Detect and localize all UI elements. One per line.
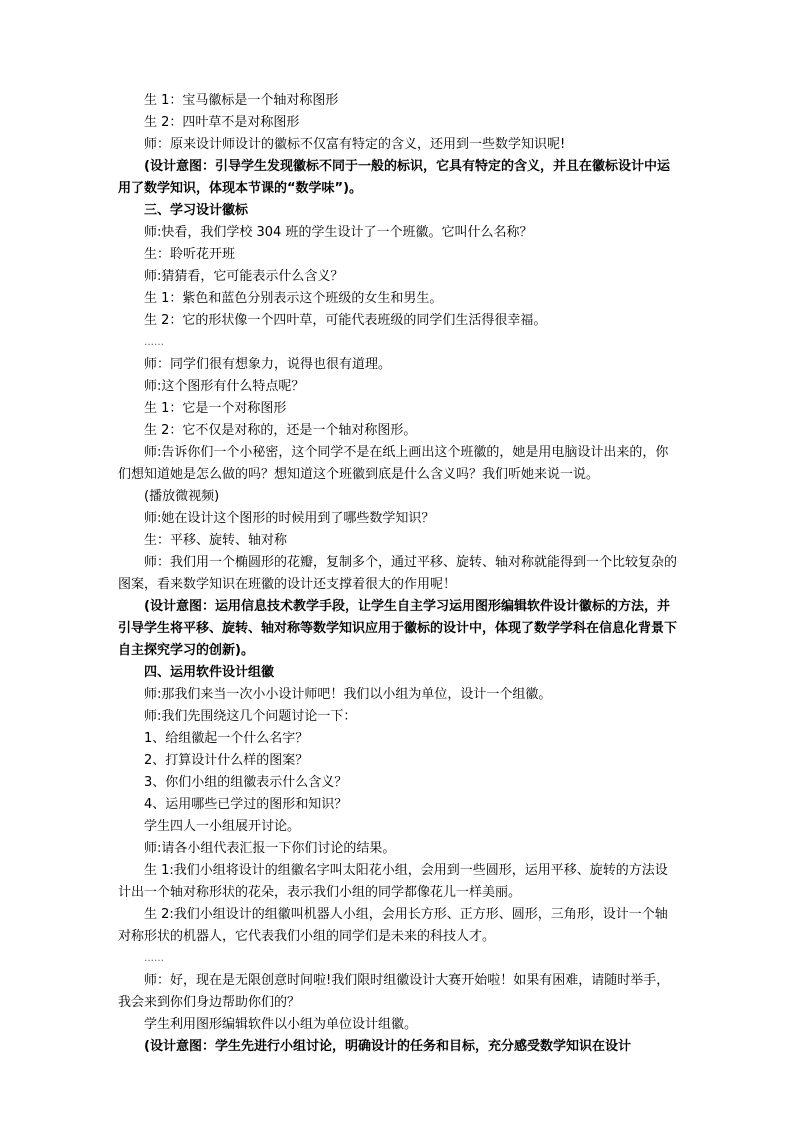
ellipsis-line: ……	[144, 953, 164, 964]
bold-paragraph: 三、学习设计徽标	[144, 203, 249, 218]
paragraph: 2、打算设计什么样的图案？	[144, 753, 309, 768]
paragraph: 师：同学们很有想象力，说得也很有道理。	[144, 357, 392, 372]
paragraph: 生 2:我们小组设计的组徽叫机器人小组，会用长方形、正方形、圆形，三角形，设计一个轴对称形状的机器人，它代表我们小组的同学们是未来的科技人才。	[118, 907, 668, 944]
paragraph: 3、你们小组的组徽表示什么含义？	[144, 775, 348, 790]
paragraph: 生：聆听花开班	[144, 247, 236, 262]
paragraph: 师：原来设计师设计的徽标不仅富有特定的含义，还用到一些数学知识呢!	[144, 137, 566, 152]
paragraph: 师:告诉你们一个小秘密，这个同学不是在纸上画出这个班徽的，她是用电脑设计出来的，你们想知道她是怎么做的吗？想知道这个班徽到底是什么含义吗？我们听她来说一说。	[118, 445, 669, 482]
paragraph: 师:那我们来当一次小小设计师吧！我们以小组为单位，设计一个组徽。	[144, 687, 552, 702]
paragraph: (播放微视频)	[144, 489, 220, 504]
bold-paragraph: 四、运用软件设计组徽	[144, 665, 275, 680]
paragraph: 4、运用哪些已学过的图形和知识？	[144, 797, 348, 812]
paragraph: 师:请各小组代表汇报一下你们讨论的结果。	[144, 841, 396, 856]
paragraph: 师:快看，我们学校 304 班的学生设计了一个班徽。它叫什么名称？	[144, 225, 533, 240]
paragraph: 学生四人一小组展开讨论。	[144, 819, 301, 834]
paragraph: 生 2：它不仅是对称的，还是一个轴对称图形。	[144, 423, 417, 438]
paragraph: 生 2：四叶草不是对称图形	[144, 115, 300, 130]
paragraph: 师:猜猜看，它可能表示什么含义？	[144, 269, 344, 284]
paragraph: 师：好，现在是无限创意时间啦!我们限时组徽设计大赛开始啦！如果有困难，请随时举手，我会来到你们身边帮助你们的？	[118, 973, 670, 1010]
paragraph: 生：平移、旋转、轴对称	[144, 533, 288, 548]
paragraph: 师:她在设计这个图形的时候用到了哪些数学知识？	[144, 511, 435, 526]
paragraph: 师:我们先围绕这几个问题讨论一下：	[144, 709, 357, 724]
bold-paragraph: (设计意图：学生先进行小组讨论，明确设计的任务和目标，充分感受数学知识在设计	[144, 1039, 631, 1054]
paragraph: 生 1：紫色和蓝色分别表示这个班级的女生和男生。	[144, 291, 443, 306]
paragraph: 1、给组徽起一个什么名字？	[144, 731, 309, 746]
paragraph: 师:这个图形有什么特点呢？	[144, 379, 305, 394]
bold-paragraph: (设计意图：引导学生发现徽标不同于一般的标识，它具有特定的含义，并且在徽标设计中运用了数学知识，体现本节课的“数学味”)。	[118, 159, 670, 196]
paragraph: 生 1:我们小组将设计的组徽名字叫太阳花小组，会用到一些圆形，运用平移、旋转的方法设计出一个轴对称形状的花朵，表示我们小组的同学都像花儿一样美丽。	[118, 863, 668, 900]
paragraph: 学生利用图形编辑软件以小组为单位设计组徽。	[144, 1017, 418, 1032]
paragraph: 生 1：它是一个对称图形	[144, 401, 287, 416]
paragraph: 生 2：它的形状像一个四叶草，可能代表班级的同学们生活得很幸福。	[144, 313, 547, 328]
paragraph: 师：我们用一个椭圆形的花瓣，复制多个，通过平移、旋转、轴对称就能得到一个比较复杂的图案，看来数学知识在班徽的设计还支撑着很大的作用呢！	[118, 555, 678, 592]
bold-paragraph: (设计意图：运用信息技术教学手段，让学生自主学习运用图形编辑软件设计徽标的方法，并引导学生将平移、旋转、轴对称等数学知识应用于徽标的设计中，体现了数学学科在信息化背景下自主探究学习的创新)。	[118, 599, 678, 658]
paragraph: 生 1：宝马徽标是一个轴对称图形	[144, 93, 339, 108]
document-page	[118, 90, 678, 1058]
ellipsis-line: ……	[144, 337, 164, 348]
